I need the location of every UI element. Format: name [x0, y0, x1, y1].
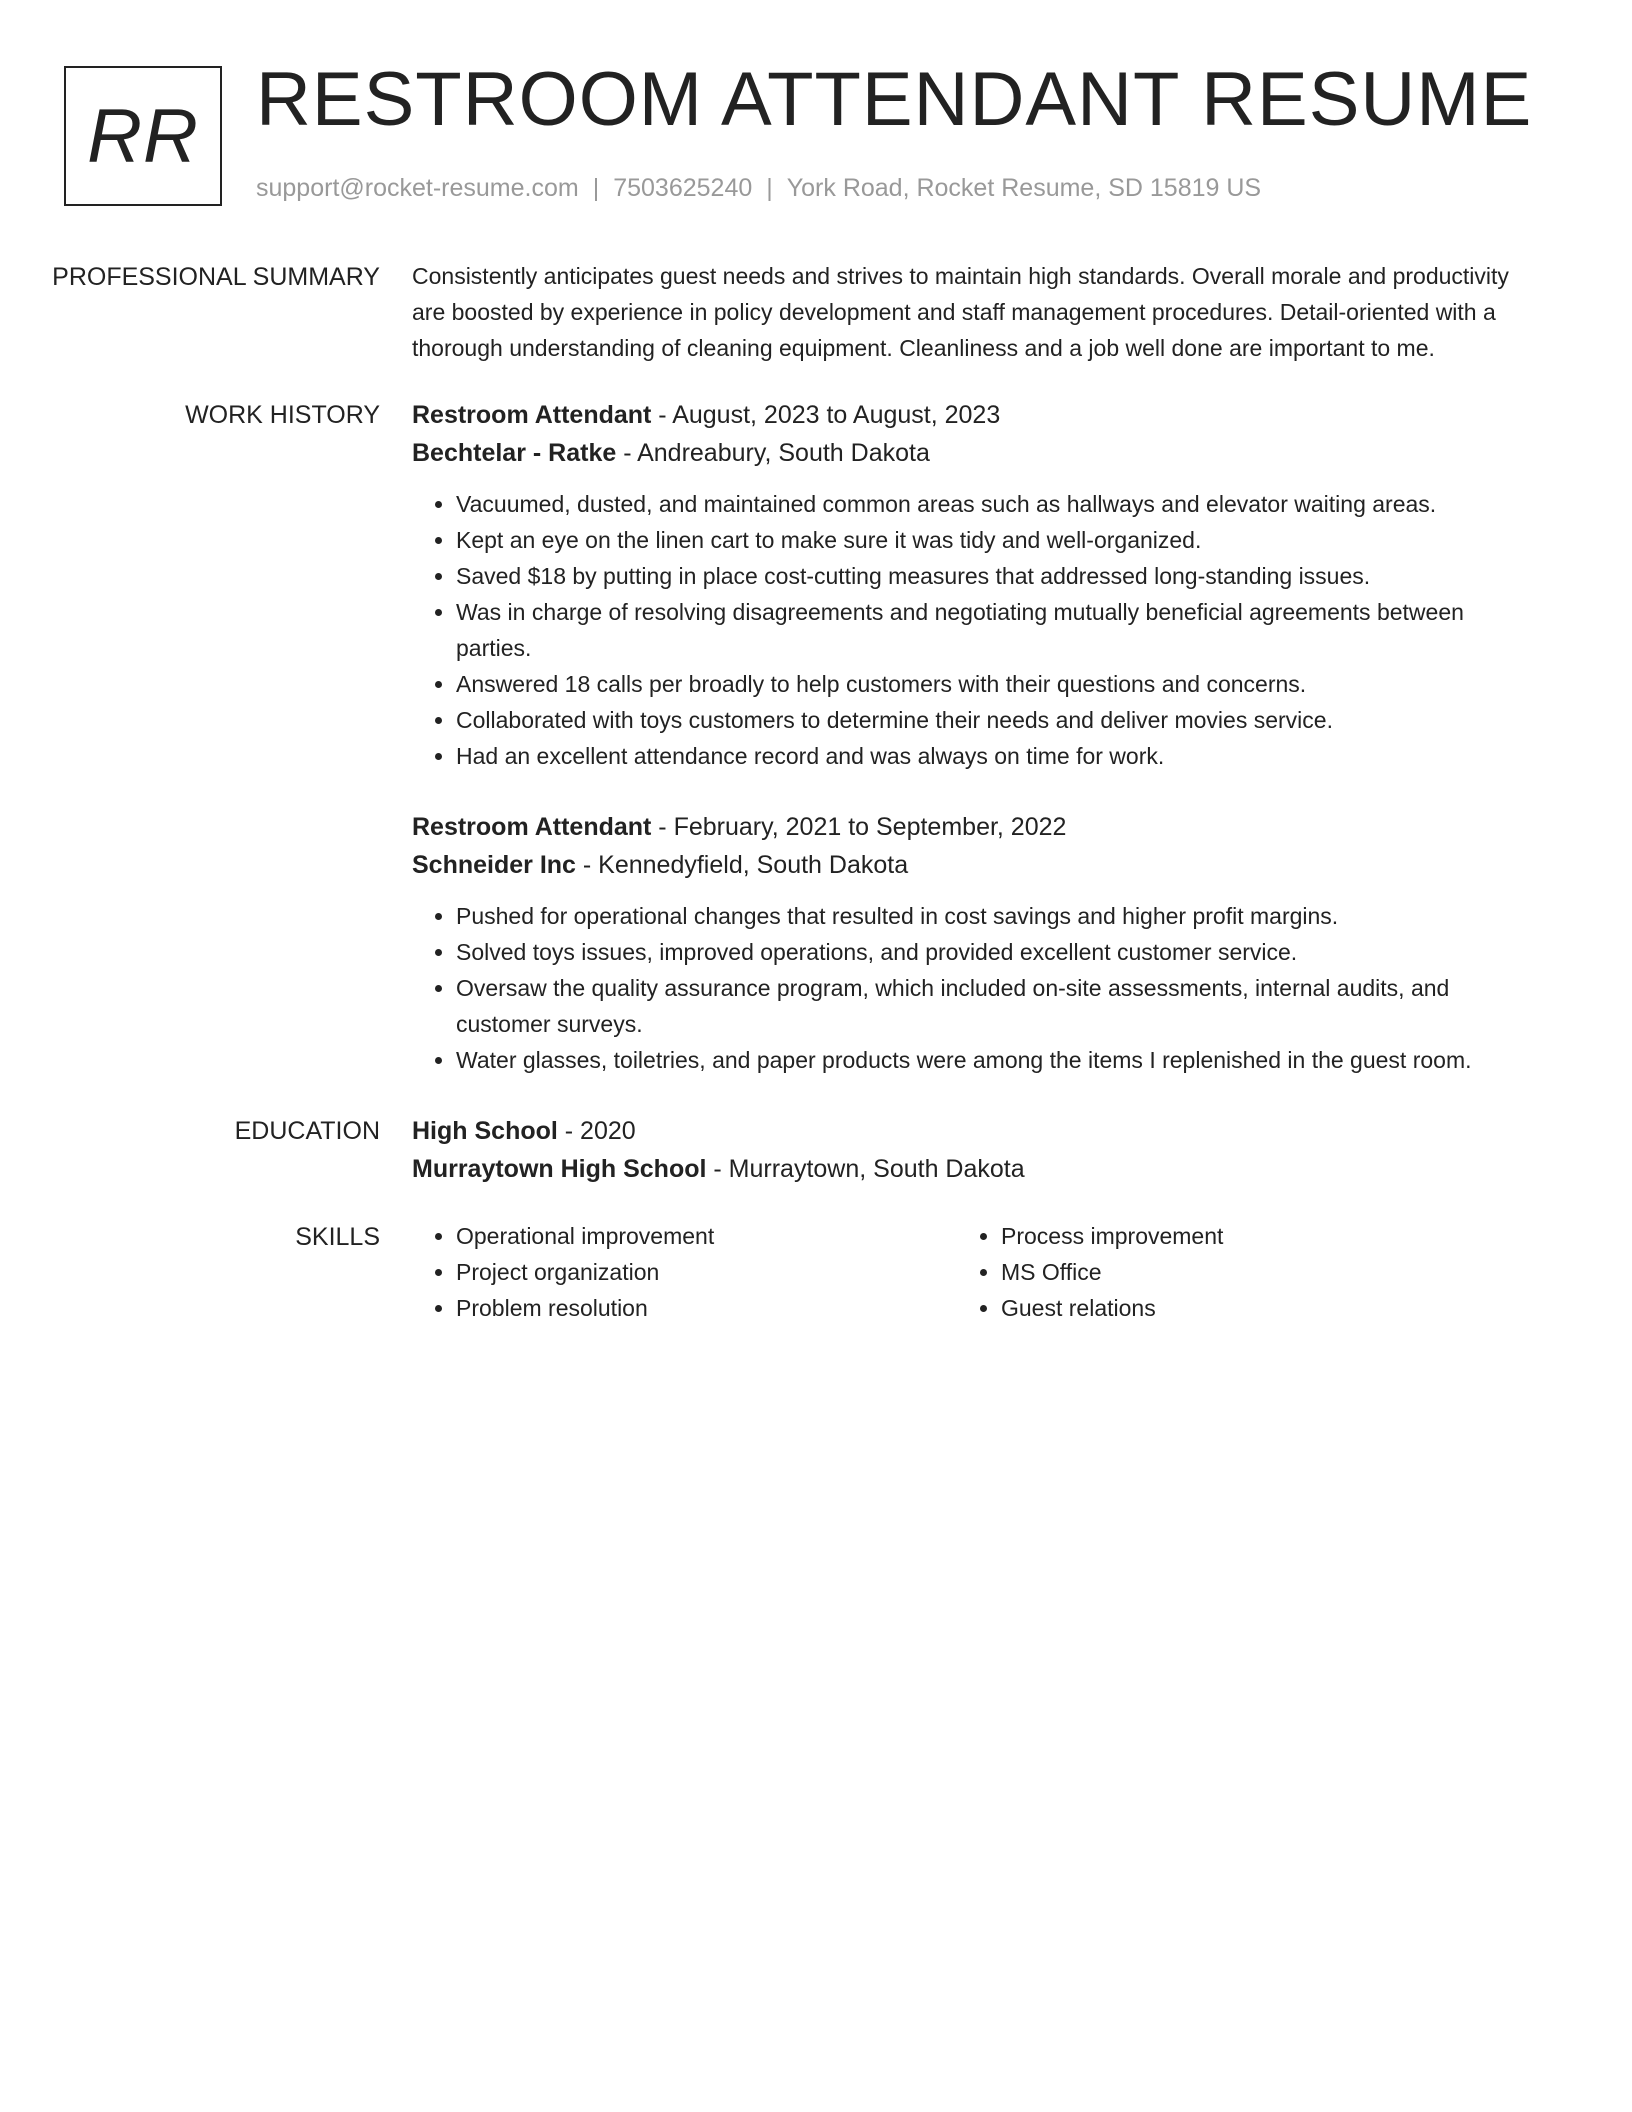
skills-column-right: [957, 1218, 1502, 1326]
list-item: • Guest relations: [1001, 1290, 1502, 1326]
list-item: • Operational improvement: [456, 1218, 957, 1254]
list-item: • Water glasses, toiletries, and paper products were among the items I replenished in the guest room.: [456, 1042, 1530, 1078]
contact-separator: |: [766, 174, 773, 202]
section-label: WORK HISTORY: [185, 401, 380, 429]
section-content: [412, 396, 1530, 1112]
resume-sections: [0, 258, 1632, 1356]
job-company: Schneider Inc: [412, 851, 576, 879]
education-school-line: [412, 1150, 1530, 1188]
education-location: - Murraytown, South Dakota: [706, 1155, 1025, 1183]
list-item: • Project organization: [456, 1254, 957, 1290]
education-degree-line: [412, 1112, 1530, 1150]
list-item: • Pushed for operational changes that resulted in cost savings and higher profit margins.: [456, 898, 1530, 934]
summary-text: Consistently anticipates guest needs and strives to maintain high standards. Overall morale and productivity are boosted by experience in policy development and staff management procedures. Detail-oriented with a thorough understanding of cleaning equipment. Cleanliness and a job well done are important to me.: [412, 263, 1509, 361]
contact-separator: |: [592, 174, 600, 202]
education-degree: High School: [412, 1117, 558, 1145]
list-item: • Was in charge of resolving disagreements and negotiating mutually beneficial agreements between parties.: [456, 594, 1530, 666]
section-content: [412, 1218, 1530, 1326]
resume-title: RESTROOM ATTENDANT RESUME: [256, 57, 1533, 142]
job-entry: [412, 808, 1530, 1078]
job-title: Restroom Attendant: [412, 813, 652, 841]
section-label: EDUCATION: [234, 1117, 380, 1145]
job-title-line: [412, 808, 1530, 846]
list-item: • Oversaw the quality assurance program, which included on-site assessments, internal audits, and customer surveys.: [456, 970, 1530, 1042]
list-item: • Kept an eye on the linen cart to make sure it was tidy and well-organized.: [456, 522, 1530, 558]
job-company-line: [412, 846, 1530, 884]
job-location: - Andreabury, South Dakota: [616, 439, 930, 467]
job-dates: - February, 2021 to September, 2022: [651, 813, 1067, 841]
list-item: • Process improvement: [1001, 1218, 1502, 1254]
job-title-line: [412, 396, 1530, 434]
education-school: Murraytown High School: [412, 1155, 707, 1183]
list-item: • Answered 18 calls per broadly to help customers with their questions and concerns.: [456, 666, 1530, 702]
job-location: - Kennedyfield, South Dakota: [575, 851, 909, 879]
list-item: • Collaborated with toys customers to determine their needs and deliver movies service.: [456, 702, 1530, 738]
section-label: PROFESSIONAL SUMMARY: [52, 263, 380, 291]
job-dates: - August, 2023 to August, 2023: [651, 401, 1001, 429]
section-skills: [0, 1218, 1632, 1326]
job-company: Bechtelar - Ratke: [412, 439, 617, 467]
skills-column-left: [412, 1218, 957, 1326]
job-bullets: [412, 898, 1530, 1078]
contact-line: [256, 174, 1261, 203]
job-company-line: [412, 434, 1530, 472]
contact-address: York Road, Rocket Resume, SD 15819 US: [786, 174, 1262, 202]
list-item: • Problem resolution: [456, 1290, 957, 1326]
list-item: • MS Office: [1001, 1254, 1502, 1290]
contact-phone: 7503625240: [613, 174, 753, 202]
list-item: • Vacuumed, dusted, and maintained common areas such as hallways and elevator waiting areas.: [456, 486, 1530, 522]
section-content: [412, 1112, 1530, 1188]
contact-email: support@rocket-resume.com: [256, 174, 579, 202]
skills-grid: [412, 1218, 1530, 1326]
job-title: Restroom Attendant: [412, 401, 652, 429]
education-year: - 2020: [557, 1117, 636, 1145]
list-item: • Had an excellent attendance record and was always on time for work.: [456, 738, 1530, 774]
section-education: [0, 1112, 1632, 1188]
section-content: [412, 258, 1530, 366]
list-item: • Solved toys issues, improved operations, and provided excellent customer service.: [456, 934, 1530, 970]
monogram-logo: RR: [64, 66, 222, 206]
section-label: SKILLS: [295, 1223, 380, 1251]
job-bullets: [412, 486, 1530, 774]
section-summary: [0, 258, 1632, 366]
section-work-history: [0, 396, 1632, 1112]
list-item: • Saved $18 by putting in place cost-cutting measures that addressed long-standing issues.: [456, 558, 1530, 594]
job-entry: [412, 396, 1530, 774]
